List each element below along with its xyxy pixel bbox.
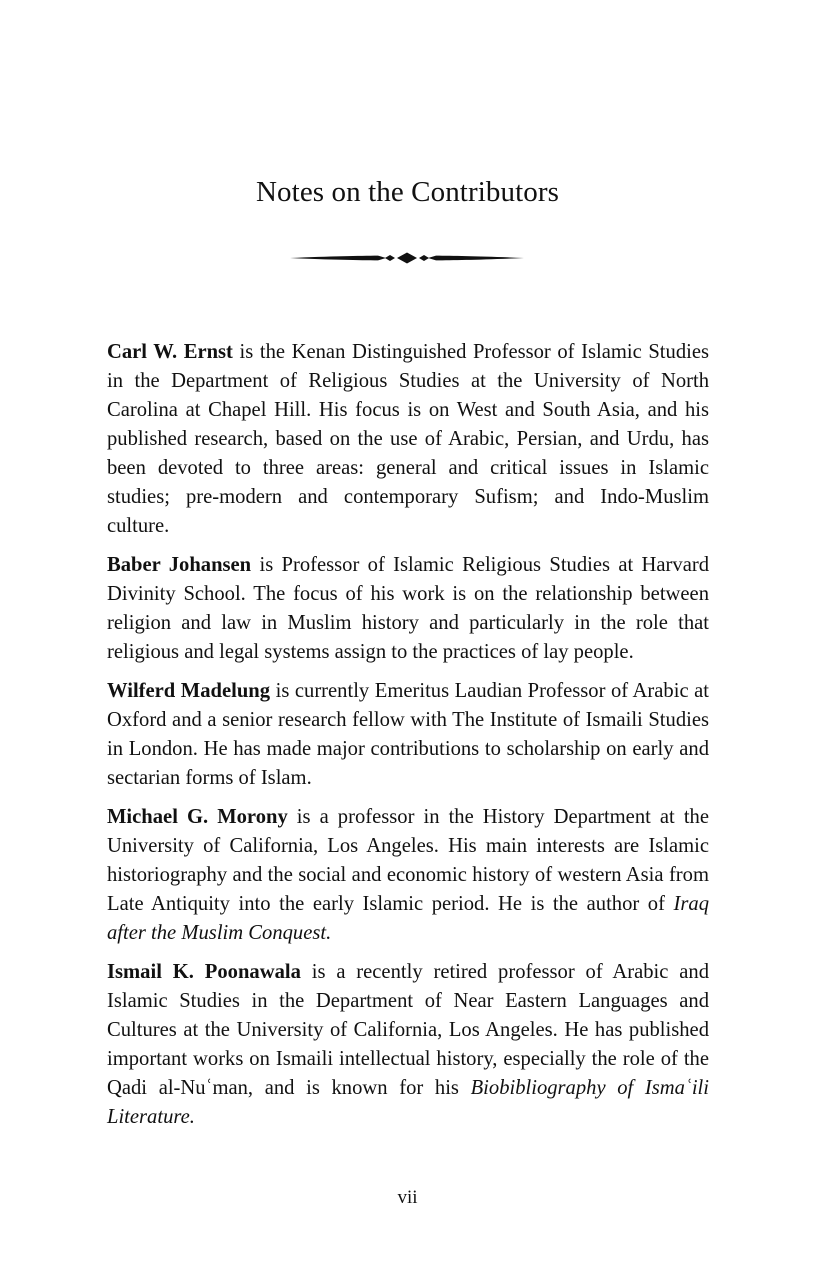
contributor-entry [107, 803, 709, 948]
contributor-name: Michael G. Morony [107, 806, 288, 828]
page-title: Notes on the Contributors [256, 176, 559, 208]
book-title: Biobibliography of Ismaʿili Literature. [107, 1077, 709, 1128]
contributors-list [107, 338, 709, 1142]
page-number: vii [397, 1187, 418, 1208]
flourish-divider-icon [290, 250, 524, 266]
contributor-entry [107, 338, 709, 541]
contributor-name: Ismail K. Poonawala [107, 961, 301, 983]
contributor-bio: is currently Emeritus Laudian Professor of Arabic at Oxford and a senior research fellow with The Institute of Ismaili Studies in London. He has made major contributions to scholarship on early and sectarian forms of Islam. [107, 680, 709, 789]
contributor-name: Wilferd Madelung [107, 680, 271, 702]
contributor-bio: is a recently retired professor of Arabic and Islamic Studies in the Department of Near Eastern Languages and Cultures at the University of California, Los Angeles. He has published important works on Ismaili intellectual history, especially the role of the Qadi al-Nuʿman, and is known for his [107, 961, 709, 1099]
contributor-bio: is a professor in the History Department at the University of California, Los Angeles. His main interests are Islamic historiography and the social and economic history of western Asia from Late Antiquity into the early Islamic period. He is the author of [107, 806, 709, 915]
contributor-entry [107, 551, 709, 667]
book-title: Iraq after the Muslim Conquest. [107, 893, 709, 944]
contributor-bio: is the Kenan Distinguished Professor of Islamic Studies in the Department of Religious Studies at the University of North Carolina at Chapel Hill. His focus is on West and South Asia, and his published research, based on the use of Arabic, Persian, and Urdu, has been devoted to three areas: general and critical issues in Islamic studies; pre-modern and contemporary Sufism; and Indo-Muslim culture. [107, 341, 709, 537]
contributor-entry [107, 677, 709, 793]
contributor-entry [107, 958, 709, 1132]
contributor-name: Carl W. Ernst [107, 341, 233, 363]
contributor-bio: is Professor of Islamic Religious Studies at Harvard Divinity School. The focus of his work is on the relationship between religion and law in Muslim history and particularly in the role that religious and legal systems assign to the practices of lay people. [107, 554, 709, 663]
contributor-name: Baber Johansen [107, 554, 252, 576]
